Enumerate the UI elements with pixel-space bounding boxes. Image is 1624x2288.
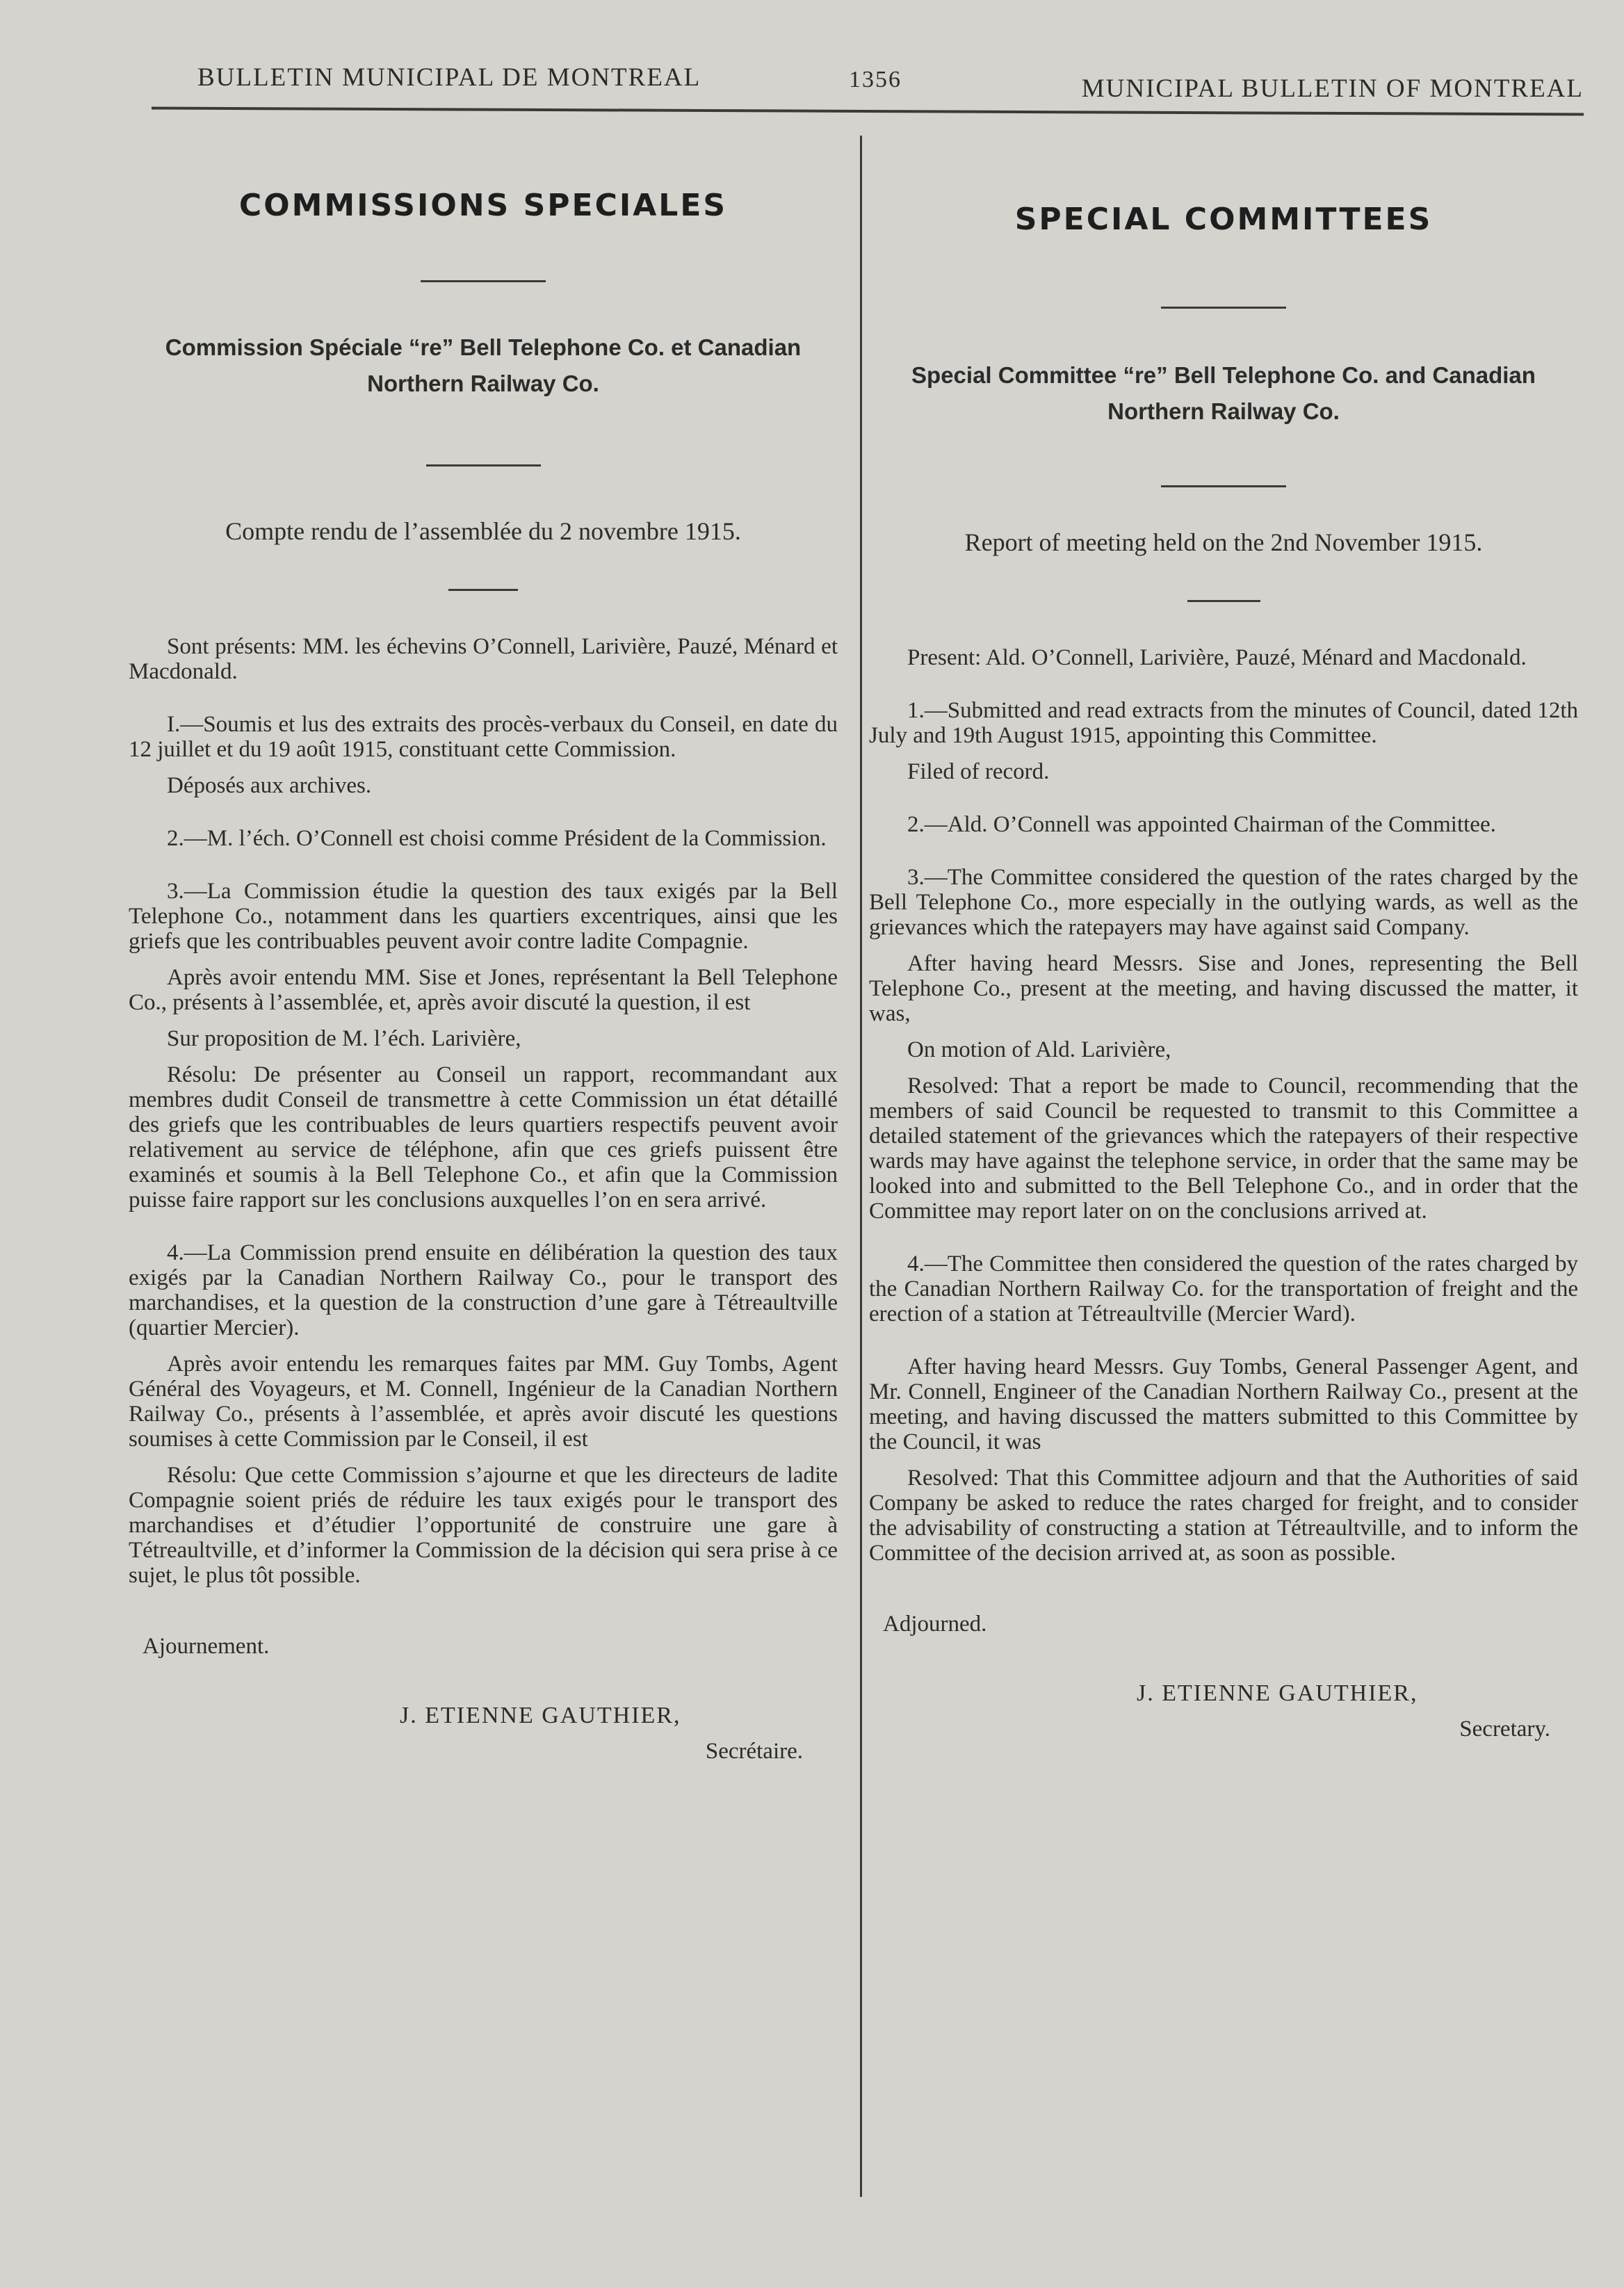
item1-en: 1.—Submitted and read extracts from the minutes of Council, dated 12th July and 19th August 1915, appointing this Committee. <box>869 698 1578 748</box>
item4-resolved-en: Resolved: That this Committee adjourn and that the Authorities of said Company be asked to reduce the rates charged for freight, and to consider the advisability of constructing a station at Tétreaultville, and to inform the Committee of the decision arrived at, as soon as possible. <box>869 1466 1578 1566</box>
report-date-fr: Compte rendu de l’assemblée du 2 novembre 1915. <box>225 517 741 545</box>
committee-subtitle-en: Special Committee “re” Bell Telephone Co. and Canadian Northern Railway Co. <box>911 362 1536 424</box>
adjourn-en: Adjourned. <box>883 1612 987 1637</box>
item1-filed-fr: Déposés aux archives. <box>167 773 372 798</box>
signature-name-fr: J. ETIENNE GAUTHIER, <box>400 1703 681 1728</box>
page-header <box>152 54 1584 110</box>
header-right-title: MUNICIPAL BULLETIN OF MONTREAL <box>1081 74 1584 103</box>
item2-en: 2.—Ald. O’Connell was appointed Chairman of the Committee. <box>907 812 1496 837</box>
french-column <box>129 160 838 1764</box>
adjourn-fr: Ajournement. <box>143 1634 270 1659</box>
item1-fr: I.—Soumis et lus des extraits des procès-verbaux du Conseil, en date du 12 juillet et du 19 août 1915, constituant cette Commission. <box>129 712 838 762</box>
present-fr: Sont présents: MM. les échevins O’Connell, Larivière, Pauzé, Ménard et Macdonald. <box>129 634 838 684</box>
item4-heard-fr: Après avoir entendu les remarques faites par MM. Guy Tombs, Agent Général des Voyageurs, et M. Connell, Ingénieur de la Canadian Northern Railway Co., présents à l’assemblée, et après avoir discuté les questions soumises à cette Commission par le Conseil, il est <box>129 1352 838 1452</box>
signature-title-fr: Secrétaire. <box>705 1739 803 1764</box>
item3-resolved-en: Resolved: That a report be made to Council, recommending that the members of said Council be requested to transmit to this Committee a detailed statement of the grievances which the ratepayers of their respective wards may have against the telephone service, in order that the same may be looked into and submitted to the Bell Telephone Co., and in order that the Committee may report later on on the conclusions arrived at. <box>869 1073 1578 1224</box>
item3-heard-en: After having heard Messrs. Sise and Jones, representing the Bell Telephone Co., present at the meeting, and having discussed the matter, it was, <box>869 951 1578 1026</box>
item3-motion-en: On motion of Ald. Larivière, <box>907 1037 1171 1062</box>
section-title-fr: COMMISSIONS SPECIALES <box>238 188 728 223</box>
report-date-en: Report of meeting held on the 2nd November 1915. <box>964 528 1483 556</box>
header-left-title: BULLETIN MUNICIPAL DE MONTREAL <box>197 63 701 92</box>
signature-name-en: J. ETIENNE GAUTHIER, <box>1137 1680 1418 1706</box>
item3-en: 3.—The Committee considered the question of the rates charged by the Bell Telephone Co., more especially in the outlying wards, as well as the grievances which the ratepayers may have against said Company. <box>869 865 1578 940</box>
section-title-en: SPECIAL COMMITTEES <box>1014 202 1433 237</box>
page-number: 1356 <box>849 67 902 92</box>
signature-title-en: Secretary. <box>1459 1717 1550 1742</box>
item3-fr: 3.—La Commission étudie la question des taux exigés par la Bell Telephone Co., notamment dans les quartiers excentriques, ainsi que les griefs que les contribuables peuvent avoir contre ladite Compagnie. <box>129 879 838 954</box>
item3-heard-fr: Après avoir entendu MM. Sise et Jones, représentant la Bell Telephone Co., présents à l’assemblée, et, après avoir discuté la question, il est <box>129 965 838 1015</box>
item4-heard-en: After having heard Messrs. Guy Tombs, General Passenger Agent, and Mr. Connell, Engineer of the Canadian Northern Railway Co., present at the meeting, and having discussed the matters submitted to this Committee by the Council, it was <box>869 1354 1578 1454</box>
item4-resolved-fr: Résolu: Que cette Commission s’ajourne et que les directeurs de ladite Compagnie soient priés de réduire les taux exigés pour le transport des marchandises et d’étudier l’opportunité de construire une gare à Tétreaultville, et d’informer la Commission de la décision qui sera prise à ce sujet, le plus tôt possible. <box>129 1463 838 1588</box>
english-column <box>869 160 1578 1742</box>
item4-en: 4.—The Committee then considered the question of the rates charged by the Canadian Northern Railway Co. for the transportation of freight and the erection of a station at Tétreaultville (Mercier Ward). <box>869 1251 1578 1326</box>
column-divider <box>860 136 862 2197</box>
item2-fr: 2.—M. l’éch. O’Connell est choisi comme Président de la Commission. <box>167 826 827 851</box>
item3-motion-fr: Sur proposition de M. l’éch. Larivière, <box>167 1026 521 1051</box>
item3-resolved-fr: Résolu: De présenter au Conseil un rapport, recommandant aux membres dudit Conseil de transmettre à cette Commission un état détaillé des griefs que les contribuables de leurs quartiers respectifs peuvent avoir relativement au service de téléphone, afin que ces griefs puissent être examinés et soumis à la Bell Telephone Co., et afin que la Commission puisse faire rapport sur les conclusions auxquelles l’on en sera arrivé. <box>129 1062 838 1212</box>
present-en: Present: Ald. O’Connell, Larivière, Pauzé, Ménard and Macdonald. <box>907 645 1527 670</box>
item4-fr: 4.—La Commission prend ensuite en délibération la question des taux exigés par la Canadian Northern Railway Co., pour le transport des marchandises, et la question de la construction d’une gare à Tétreaultville (quartier Mercier). <box>129 1240 838 1340</box>
committee-subtitle-fr: Commission Spéciale “re” Bell Telephone Co. et Canadian Northern Railway Co. <box>165 334 802 396</box>
item1-filed-en: Filed of record. <box>907 759 1050 784</box>
